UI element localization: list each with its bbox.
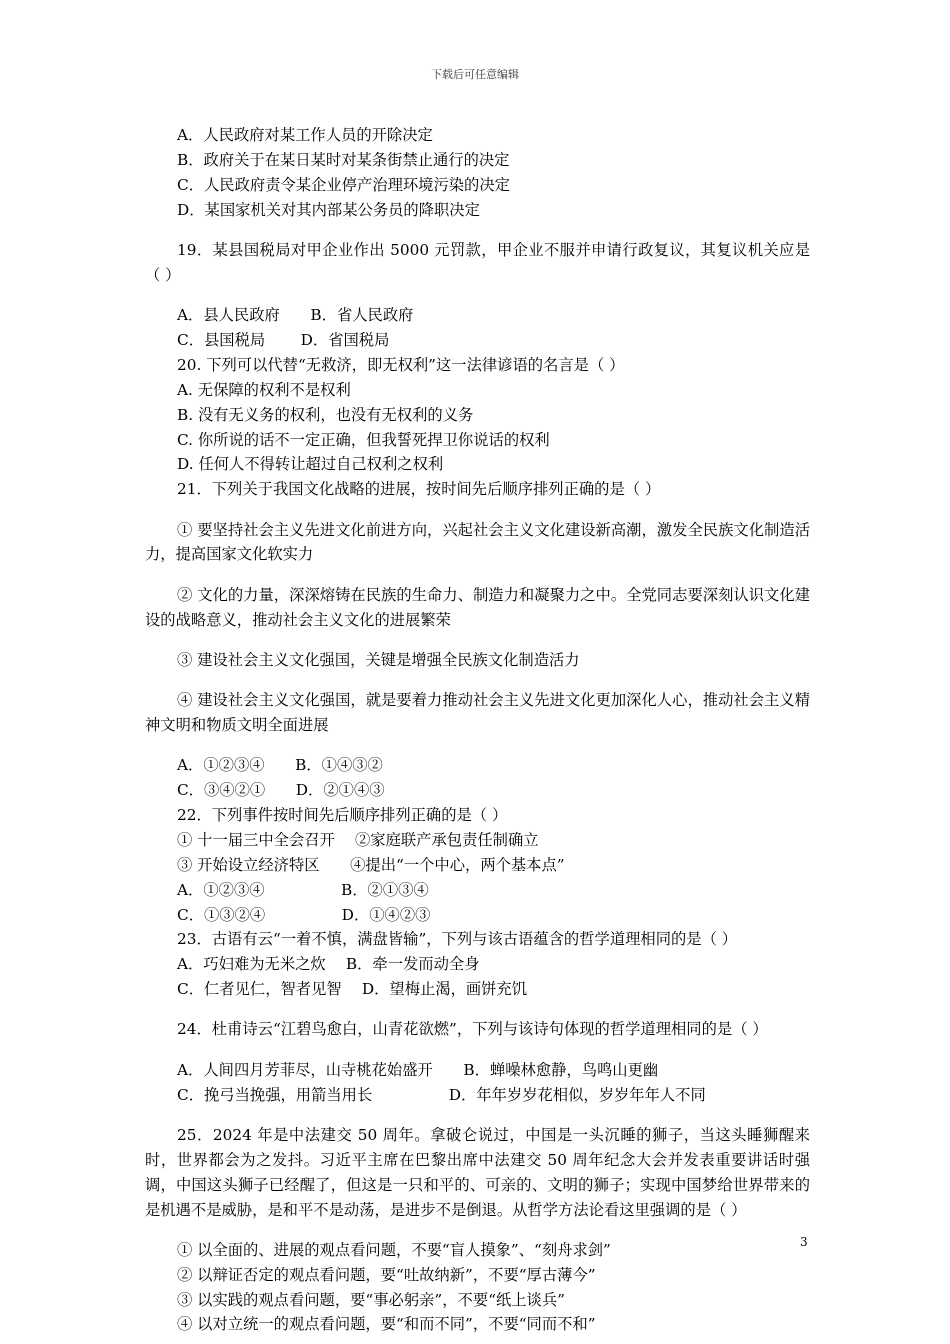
q20-option-a: A. 无保障的权利不是权利 xyxy=(177,380,351,399)
q21-options-ab: A．①②③④ B．①④③② xyxy=(177,756,383,775)
q20-option-c: C. 你所说的话不一定正确，但我誓死捍卫你说话的权利 xyxy=(177,430,550,449)
document-body xyxy=(145,123,810,1337)
q20-option-d: D. 任何人不得转让超过自己权利之权利 xyxy=(177,455,444,474)
q21-item-3: ③ 建设社会主义文化强国，关键是增强全民族文化制造活力 xyxy=(177,650,580,669)
q25-item-2: ② 以辩证否定的观点看问题，要“吐故纳新”，不要“厚古薄今” xyxy=(177,1265,596,1284)
q24-options-cd: C．挽弓当挽强，用箭当用长 D．年年岁岁花相似，岁岁年年人不同 xyxy=(177,1085,706,1104)
q22-items-12: ① 十一届三中全会召开 ②家庭联产承包责任制确立 xyxy=(177,830,539,849)
q19-options-ab: A．县人民政府 B．省人民政府 xyxy=(177,306,414,325)
q20-option-b: B. 没有无义务的权利，也没有无权利的义务 xyxy=(177,405,474,424)
question-22: 22．下列事件按时间先后顺序排列正确的是（ ） xyxy=(177,805,508,824)
page-number: 3 xyxy=(800,1235,808,1249)
q25-item-3: ③ 以实践的观点看问题，要“事必躬亲”，不要“纸上谈兵” xyxy=(177,1290,565,1309)
question-20: 20. 下列可以代替“无救济，即无权利”这一法律谚语的名言是（ ） xyxy=(177,355,625,374)
q22-items-34: ③ 开始设立经济特区 ④提出“一个中心，两个基本点” xyxy=(177,855,565,874)
q21-item-4: ④ 建设社会主义文化强国，就是要着力推动社会主义先进文化更加深化人心，推动社会主义精神文明和物质文明全面进展 xyxy=(145,691,810,734)
q25-item-4: ④ 以对立统一的观点看问题，要“和而不同”，不要“同而不和” xyxy=(177,1315,596,1334)
q25-item-1: ① 以全面的、进展的观点看问题，不要“盲人摸象”、“刻舟求剑” xyxy=(177,1240,611,1259)
question-25: 25．2024 年是中法建交 50 周年。拿破仑说过，中国是一头沉睡的狮子，当这头睡狮醒来时，世界都会为之发抖。习近平主席在巴黎出席中法建交 50 周年纪念大会并发表重要讲话时强调，中国这头狮子已经醒了，但这是一只和平的、可亲的、文明的狮子；实现中国梦给世界带来的是机遇不是威胁，是和平不是动荡，是进步不是倒退。从哲学方法论看这里强调的是（ ） xyxy=(145,1125,810,1219)
q18-option-c: C．人民政府责令某企业停产治理环境污染的决定 xyxy=(177,175,510,194)
q22-options-ab: A．①②③④ B．②①③④ xyxy=(177,880,429,899)
q21-item-1: ① 要坚持社会主义先进文化前进方向，兴起社会主义文化建设新高潮，激发全民族文化制造活力，提高国家文化软实力 xyxy=(145,520,810,564)
page-header: 下载后可任意编辑 xyxy=(431,68,519,81)
q21-item-2: ② 文化的力量，深深熔铸在民族的生命力、制造力和凝聚力之中。全党同志要深刻认识文化建设的战略意义，推动社会主义文化的进展繁荣 xyxy=(145,585,810,629)
question-23: 23．古语有云“一着不慎，满盘皆输”，下列与该古语蕴含的哲学道理相同的是（ ） xyxy=(177,930,738,949)
question-21: 21．下列关于我国文化战略的进展，按时间先后顺序排列正确的是（ ） xyxy=(177,480,661,499)
q18-option-a: A．人民政府对某工作人员的开除决定 xyxy=(177,126,433,144)
question-19: 19．某县国税局对甲企业作出 5000 元罚款，甲企业不服并申请行政复议，其复议机关应是（ ） xyxy=(145,240,810,284)
q23-options-ab: A．巧妇难为无米之炊 B．牵一发而动全身 xyxy=(177,955,480,974)
q23-options-cd: C．仁者见仁，智者见智 D．望梅止渴，画饼充饥 xyxy=(177,980,528,999)
q22-options-cd: C．①③②④ D．①④②③ xyxy=(177,905,431,924)
q21-options-cd: C．③④②① D．②①④③ xyxy=(177,781,385,800)
q18-option-b: B．政府关于在某日某时对某条街禁止通行的决定 xyxy=(177,150,510,169)
q18-option-d: D．某国家机关对其内部某公务员的降职决定 xyxy=(177,200,480,219)
q19-options-cd: C．县国税局 D．省国税局 xyxy=(177,330,390,349)
question-24: 24．杜甫诗云“江碧鸟愈白，山青花欲燃”，下列与该诗句体现的哲学道理相同的是（ ） xyxy=(177,1020,768,1039)
q24-options-ab: A．人间四月芳菲尽，山寺桃花始盛开 B．蝉噪林愈静，鸟鸣山更幽 xyxy=(177,1060,659,1079)
